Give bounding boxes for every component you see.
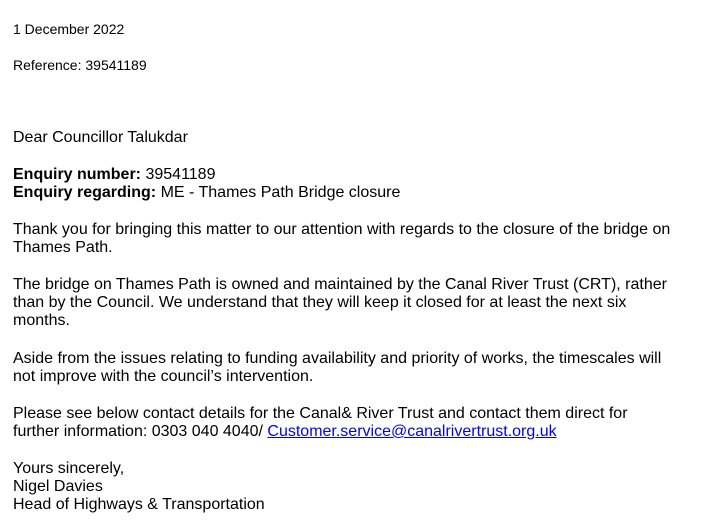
paragraph-timescales — [13, 350, 683, 386]
paragraph-line: Please see below contact details for the Canal& River Trust and contact them direct for — [13, 405, 628, 422]
enquiry-number-value: 39541189 — [145, 166, 216, 183]
contact-phone-text: further information: 0303 040 4040/ — [13, 423, 268, 440]
enquiry-details — [13, 166, 683, 202]
paragraph-line-contact — [13, 423, 683, 441]
signatory-title: Head of Highways & Transportation — [13, 496, 265, 513]
reference-label: Reference: — [13, 57, 82, 73]
enquiry-regarding-label: Enquiry regarding: — [13, 184, 157, 201]
email-link[interactable]: Customer.service@canalrivertrust.org.uk — [267, 423, 557, 440]
enquiry-number-line — [13, 166, 683, 184]
letter-date — [13, 20, 124, 38]
signatory-name: Nigel Davies — [13, 478, 103, 495]
enquiry-regarding-value: ME - Thames Path Bridge closure — [160, 184, 401, 201]
salutation — [13, 129, 683, 147]
enquiry-number-label: Enquiry number: — [13, 166, 142, 183]
enquiry-regarding-line — [13, 184, 683, 202]
signoff: Yours sincerely, — [13, 460, 125, 477]
date-text: 1 December 2022 — [13, 21, 125, 37]
paragraph-thanks — [13, 221, 683, 257]
paragraph-line: Thank you for bringing this matter to our attention with regards to the closure of the bridge on — [13, 221, 671, 238]
paragraph-line: months. — [13, 312, 70, 329]
paragraph-line: than by the Council. We understand that they will keep it closed for at least the next six — [13, 294, 627, 311]
closing-block — [13, 460, 683, 514]
paragraph-line: Aside from the issues relating to funding availability and priority of works, the timescales will — [13, 350, 662, 367]
paragraph-line: Thames Path. — [13, 239, 113, 256]
reference-line — [13, 56, 147, 74]
salutation-text: Dear Councillor Talukdar — [13, 129, 188, 146]
paragraph-line: The bridge on Thames Path is owned and maintained by the Canal River Trust (CRT), rather — [13, 276, 667, 293]
paragraph-ownership — [13, 276, 683, 330]
reference-value: 39541189 — [85, 57, 147, 73]
paragraph-contact — [13, 405, 683, 441]
paragraph-line: not improve with the council’s intervention. — [13, 368, 314, 385]
